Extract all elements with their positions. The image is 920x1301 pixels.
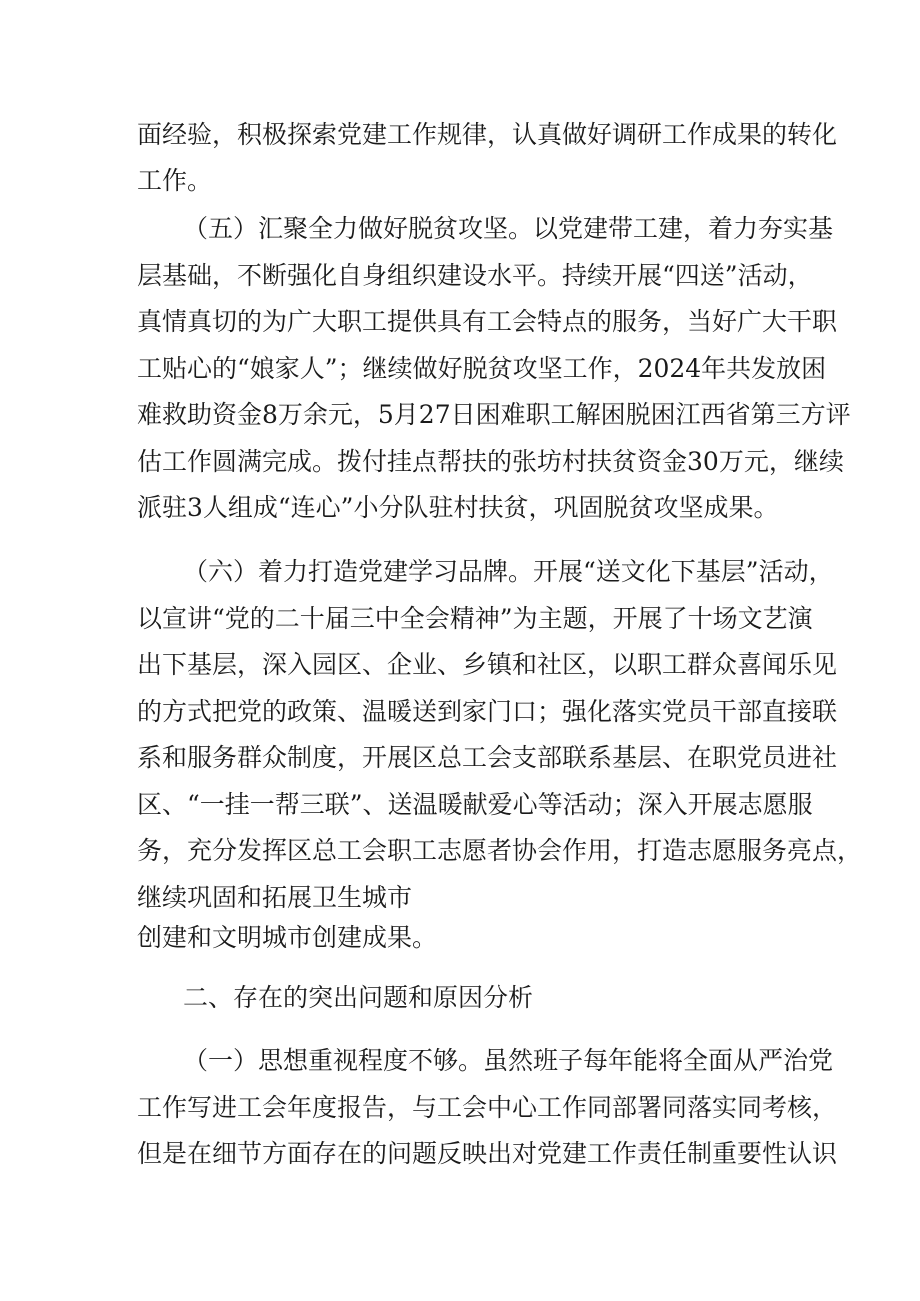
- text-line: 继续巩固和拓展卫生城市: [137, 883, 413, 912]
- text-line: 工作写进工会年度报告，与工会中心工作同部署同落实同考核，: [137, 1093, 838, 1122]
- text-line: 难救助资金8万余元，5月27日困难职工解困脱困江西省第三方评: [137, 400, 851, 429]
- text-line: 出下基层，深入园区、企业、乡镇和社区，以职工群众喜闻乐见: [137, 650, 838, 679]
- text-line: 面经验，积极探索党建工作规律，认真做好调研工作成果的转化: [137, 120, 838, 149]
- text-line: （五）汇聚全力做好脱贫攻坚。以党建带工建，着力夯实基: [183, 214, 834, 243]
- text-line: 工贴心的“娘家人”；继续做好脱贫攻坚工作，2024年共发放困: [137, 354, 827, 383]
- text-line: 务，充分发挥区总工会职工志愿者协会作用，打造志愿服务亮点，: [137, 836, 863, 865]
- text-line: （六）着力打造党建学习品牌。开展“送文化下基层”活动，: [183, 557, 834, 586]
- text-line: 创建和文明城市创建成果。: [137, 923, 438, 952]
- section-heading: 二、存在的突出问题和原因分析: [183, 983, 534, 1012]
- text-line: 系和服务群众制度，开展区总工会支部联系基层、在职党员进社: [137, 743, 838, 772]
- text-line: 层基础，不断强化自身组织建设水平。持续开展“四送”活动，: [137, 261, 813, 290]
- text-line: 派驻3人组成“连心”小分队驻村扶贫，巩固脱贫攻坚成果。: [137, 493, 779, 522]
- text-line: （一）思想重视程度不够。虽然班子每年能将全面从严治党: [183, 1046, 834, 1075]
- text-line: 的方式把党的政策、温暖送到家门口；强化落实党员干部直接联: [137, 697, 838, 726]
- text-line: 估工作圆满完成。拨付挂点帮扶的张坊村扶贫资金30万元，继续: [137, 447, 844, 476]
- text-line: 以宣讲“党的二十届三中全会精神”为主题，开展了十场文艺演: [137, 604, 813, 633]
- text-line: 但是在细节方面存在的问题反映出对党建工作责任制重要性认识: [137, 1139, 838, 1168]
- text-line: 工作。: [137, 166, 213, 195]
- text-line: 区、“一挂一帮三联”、送温暖献爱心等活动；深入开展志愿服: [137, 790, 813, 819]
- text-line: 真情真切的为广大职工提供具有工会特点的服务，当好广大干职: [137, 307, 838, 336]
